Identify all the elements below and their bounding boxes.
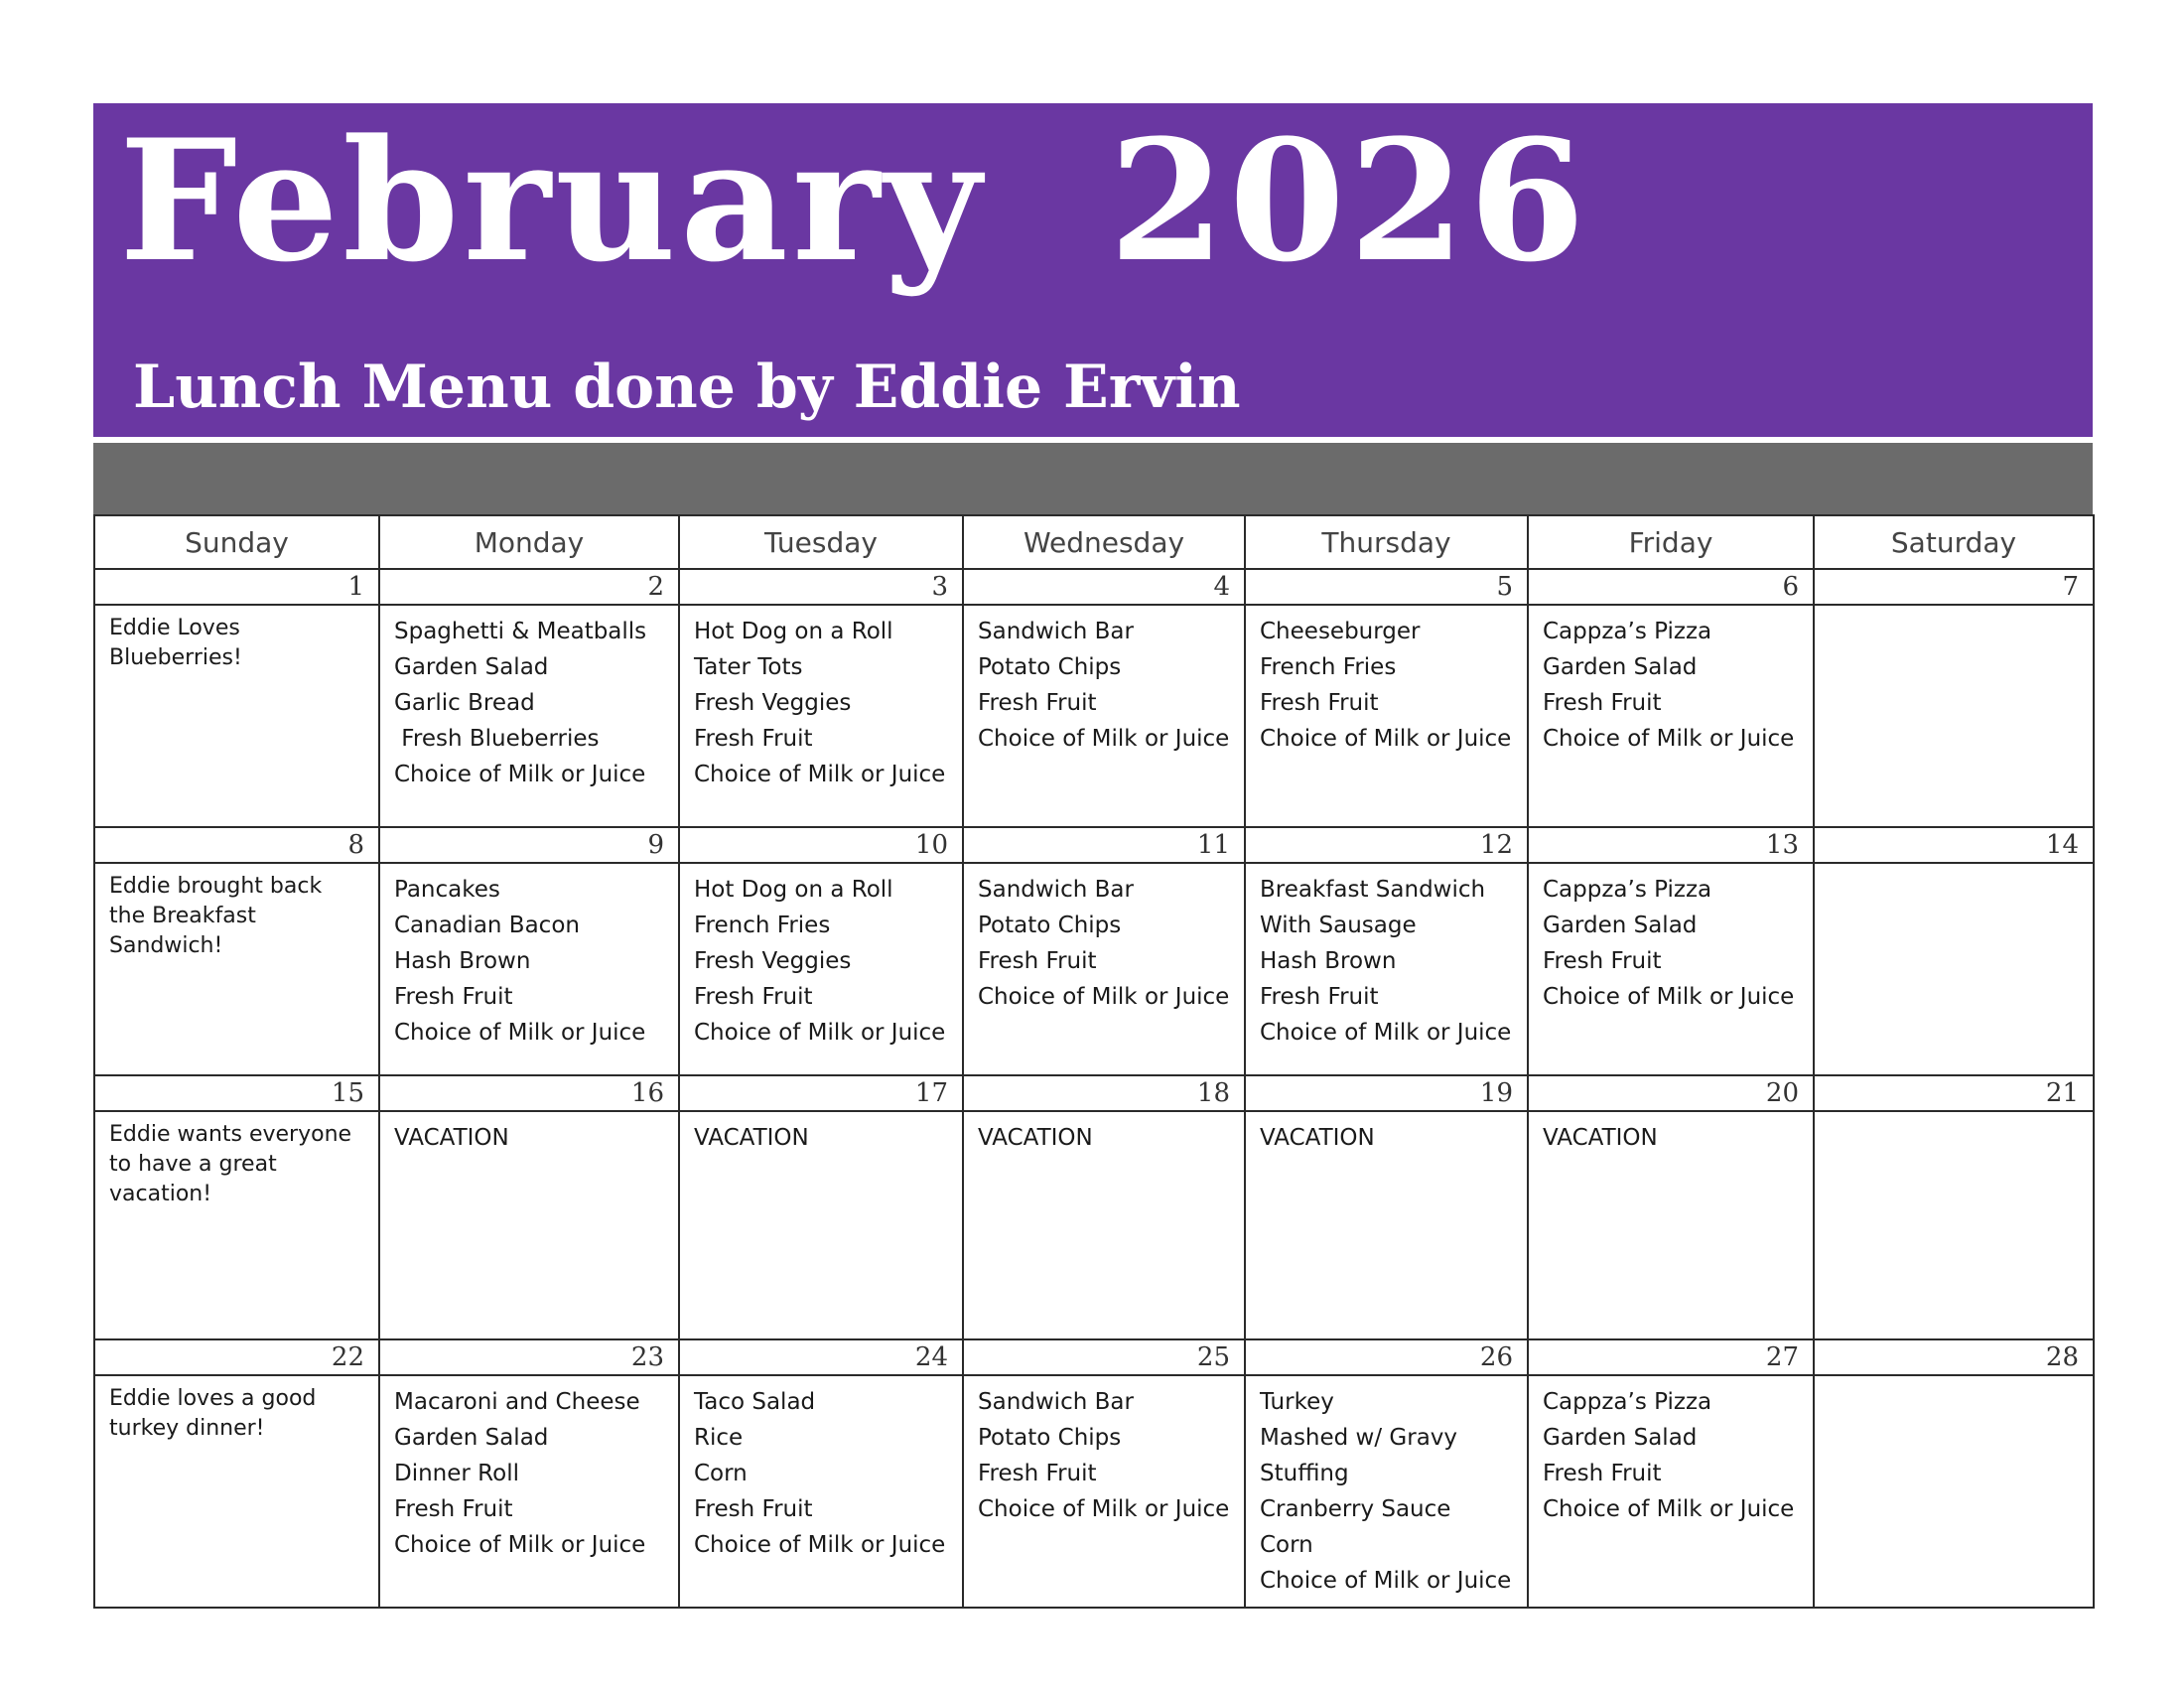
- menu-item: Choice of Milk or Juice: [978, 984, 1230, 1010]
- menu-item: Choice of Milk or Juice: [1543, 984, 1795, 1010]
- day-number: 24: [679, 1339, 963, 1375]
- menu-item: French Fries: [1260, 654, 1397, 680]
- menu-item: Fresh Fruit: [694, 1496, 813, 1522]
- menu-cell: [1528, 605, 1814, 827]
- menu-item: Sandwich Bar: [978, 877, 1134, 903]
- day-number: 16: [379, 1075, 679, 1111]
- menu-item: Choice of Milk or Juice: [394, 1020, 646, 1046]
- sunday-note-cell: [94, 1375, 379, 1608]
- menu-item: With Sausage: [1260, 913, 1417, 938]
- menu-item: Fresh Veggies: [694, 690, 852, 716]
- menu-item: Cranberry Sauce: [1260, 1496, 1451, 1522]
- menu-item: Garden Salad: [1543, 913, 1698, 938]
- day-number: 14: [1814, 827, 2094, 863]
- day-number: 26: [1245, 1339, 1528, 1375]
- menu-cell: [679, 1375, 963, 1608]
- menu-item: Pancakes: [394, 877, 500, 903]
- menu-cell: [379, 605, 679, 827]
- menu-item: Choice of Milk or Juice: [978, 726, 1230, 752]
- menu-item: Cappza’s Pizza: [1543, 619, 1712, 644]
- menu-cell: [963, 1375, 1245, 1608]
- menu-item: Spaghetti & Meatballs: [394, 619, 647, 644]
- menu-item: Cheeseburger: [1260, 619, 1421, 644]
- menu-item: Sandwich Bar: [978, 619, 1134, 644]
- menu-item: Canadian Bacon: [394, 913, 580, 938]
- menu-item: Macaroni and Cheese: [394, 1389, 640, 1415]
- menu-item: Taco Salad: [694, 1389, 816, 1415]
- weekday-header: Wednesday: [963, 515, 1245, 569]
- menu-item: French Fries: [694, 913, 831, 938]
- page-subtitle: Lunch Menu done by Eddie Ervin: [133, 352, 1241, 422]
- menu-cell: [1528, 863, 1814, 1075]
- menu-item: Choice of Milk or Juice: [1543, 1496, 1795, 1522]
- menu-item: Garlic Bread: [394, 690, 535, 716]
- weekday-header: Monday: [379, 515, 679, 569]
- day-number: 28: [1814, 1339, 2094, 1375]
- page-title: February 2026: [119, 102, 1589, 299]
- day-number: 22: [94, 1339, 379, 1375]
- menu-item: Fresh Fruit: [1260, 690, 1379, 716]
- menu-item: Choice of Milk or Juice: [694, 762, 946, 787]
- menu-row: [94, 863, 2094, 1075]
- menu-item: Mashed w/ Gravy: [1260, 1425, 1458, 1451]
- day-number: 4: [963, 569, 1245, 605]
- menu-row: [94, 1375, 2094, 1608]
- menu-item: Fresh Fruit: [694, 984, 813, 1010]
- menu-cell: [963, 605, 1245, 827]
- menu-item: Corn: [1260, 1532, 1313, 1558]
- menu-item: Stuffing: [1260, 1461, 1349, 1486]
- menu-item: Cappza’s Pizza: [1543, 877, 1712, 903]
- weekday-header: Thursday: [1245, 515, 1528, 569]
- menu-cell: [679, 863, 963, 1075]
- day-number: 17: [679, 1075, 963, 1111]
- menu-item: Hash Brown: [1260, 948, 1397, 974]
- menu-item: Choice of Milk or Juice: [694, 1020, 946, 1046]
- day-number: 25: [963, 1339, 1245, 1375]
- menu-cell: [379, 1375, 679, 1608]
- weekday-header-row: [94, 515, 2094, 569]
- menu-item: Breakfast Sandwich: [1260, 877, 1486, 903]
- header-divider-bar: [93, 443, 2093, 514]
- day-number: 8: [94, 827, 379, 863]
- menu-item: Potato Chips: [978, 654, 1122, 680]
- day-number: 20: [1528, 1075, 1814, 1111]
- day-number: 13: [1528, 827, 1814, 863]
- menu-item: VACATION: [394, 1125, 509, 1151]
- menu-item: Hash Brown: [394, 948, 531, 974]
- saturday-cell: [1814, 863, 2094, 1075]
- day-number: 7: [1814, 569, 2094, 605]
- day-number: 19: [1245, 1075, 1528, 1111]
- menu-cell: [1528, 1111, 1814, 1339]
- menu-item: Sandwich Bar: [978, 1389, 1134, 1415]
- menu-cell: [679, 1111, 963, 1339]
- saturday-cell: [1814, 1111, 2094, 1339]
- menu-cell: [379, 1111, 679, 1339]
- menu-cell: [963, 1111, 1245, 1339]
- menu-item: Fresh Fruit: [394, 984, 513, 1010]
- day-number: 23: [379, 1339, 679, 1375]
- menu-item: VACATION: [978, 1125, 1093, 1151]
- sunday-note: Eddie loves a good turkey dinner!: [109, 1386, 317, 1441]
- menu-item: Choice of Milk or Juice: [1260, 726, 1512, 752]
- menu-item: Fresh Fruit: [1543, 1461, 1662, 1486]
- menu-cell: [1245, 1375, 1528, 1608]
- menu-item: Potato Chips: [978, 1425, 1122, 1451]
- menu-cell: [1245, 605, 1528, 827]
- saturday-cell: [1814, 1375, 2094, 1608]
- sunday-note: Eddie brought back the Breakfast Sandwich!: [109, 874, 323, 958]
- menu-item: Choice of Milk or Juice: [694, 1532, 946, 1558]
- menu-item: Fresh Fruit: [978, 690, 1097, 716]
- date-row: [94, 1339, 2094, 1375]
- sunday-note-cell: [94, 1111, 379, 1339]
- day-number: 9: [379, 827, 679, 863]
- menu-item: VACATION: [694, 1125, 809, 1151]
- menu-item: Garden Salad: [1543, 1425, 1698, 1451]
- day-number: 27: [1528, 1339, 1814, 1375]
- menu-item: Choice of Milk or Juice: [394, 762, 646, 787]
- menu-cell: [1245, 863, 1528, 1075]
- menu-item: Turkey: [1260, 1389, 1334, 1415]
- menu-item: Choice of Milk or Juice: [978, 1496, 1230, 1522]
- saturday-cell: [1814, 605, 2094, 827]
- date-row: [94, 569, 2094, 605]
- menu-item: Hot Dog on a Roll: [694, 877, 893, 903]
- menu-item: Corn: [694, 1461, 748, 1486]
- menu-item: Fresh Blueberries: [394, 726, 600, 752]
- weekday-header: Tuesday: [679, 515, 963, 569]
- menu-item: Choice of Milk or Juice: [1260, 1568, 1512, 1594]
- day-number: 11: [963, 827, 1245, 863]
- sunday-note: Eddie Loves Blueberries!: [109, 616, 242, 670]
- weekday-header: Friday: [1528, 515, 1814, 569]
- day-number: 5: [1245, 569, 1528, 605]
- day-number: 12: [1245, 827, 1528, 863]
- sunday-note-cell: [94, 863, 379, 1075]
- menu-item: Fresh Fruit: [394, 1496, 513, 1522]
- menu-item: Fresh Fruit: [978, 948, 1097, 974]
- weekday-header: Sunday: [94, 515, 379, 569]
- menu-item: Dinner Roll: [394, 1461, 519, 1486]
- menu-item: Garden Salad: [1543, 654, 1698, 680]
- menu-item: Tater Tots: [694, 654, 803, 680]
- menu-item: VACATION: [1260, 1125, 1375, 1151]
- sunday-note-cell: [94, 605, 379, 827]
- menu-item: Choice of Milk or Juice: [394, 1532, 646, 1558]
- menu-item: Choice of Milk or Juice: [1260, 1020, 1512, 1046]
- weekday-header: Saturday: [1814, 515, 2094, 569]
- menu-cell: [963, 863, 1245, 1075]
- sunday-note: Eddie wants everyone to have a great vacation!: [109, 1122, 352, 1206]
- menu-item: Hot Dog on a Roll: [694, 619, 893, 644]
- menu-item: Potato Chips: [978, 913, 1122, 938]
- menu-item: Garden Salad: [394, 654, 549, 680]
- menu-item: Fresh Fruit: [1543, 948, 1662, 974]
- menu-item: Cappza’s Pizza: [1543, 1389, 1712, 1415]
- menu-row: [94, 1111, 2094, 1339]
- menu-item: Fresh Fruit: [1543, 690, 1662, 716]
- menu-item: Choice of Milk or Juice: [1543, 726, 1795, 752]
- menu-item: VACATION: [1543, 1125, 1658, 1151]
- day-number: 21: [1814, 1075, 2094, 1111]
- menu-cell: [379, 863, 679, 1075]
- date-row: [94, 1075, 2094, 1111]
- menu-item: Fresh Fruit: [694, 726, 813, 752]
- day-number: 15: [94, 1075, 379, 1111]
- day-number: 18: [963, 1075, 1245, 1111]
- menu-item: Fresh Fruit: [978, 1461, 1097, 1486]
- menu-cell: [1245, 1111, 1528, 1339]
- menu-item: Rice: [694, 1425, 744, 1451]
- calendar-grid: [93, 514, 2095, 1609]
- menu-cell: [1528, 1375, 1814, 1608]
- day-number: 2: [379, 569, 679, 605]
- day-number: 3: [679, 569, 963, 605]
- date-row: [94, 827, 2094, 863]
- menu-item: Fresh Fruit: [1260, 984, 1379, 1010]
- menu-row: [94, 605, 2094, 827]
- menu-cell: [679, 605, 963, 827]
- menu-item: Fresh Veggies: [694, 948, 852, 974]
- day-number: 10: [679, 827, 963, 863]
- menu-item: Garden Salad: [394, 1425, 549, 1451]
- day-number: 6: [1528, 569, 1814, 605]
- day-number: 1: [94, 569, 379, 605]
